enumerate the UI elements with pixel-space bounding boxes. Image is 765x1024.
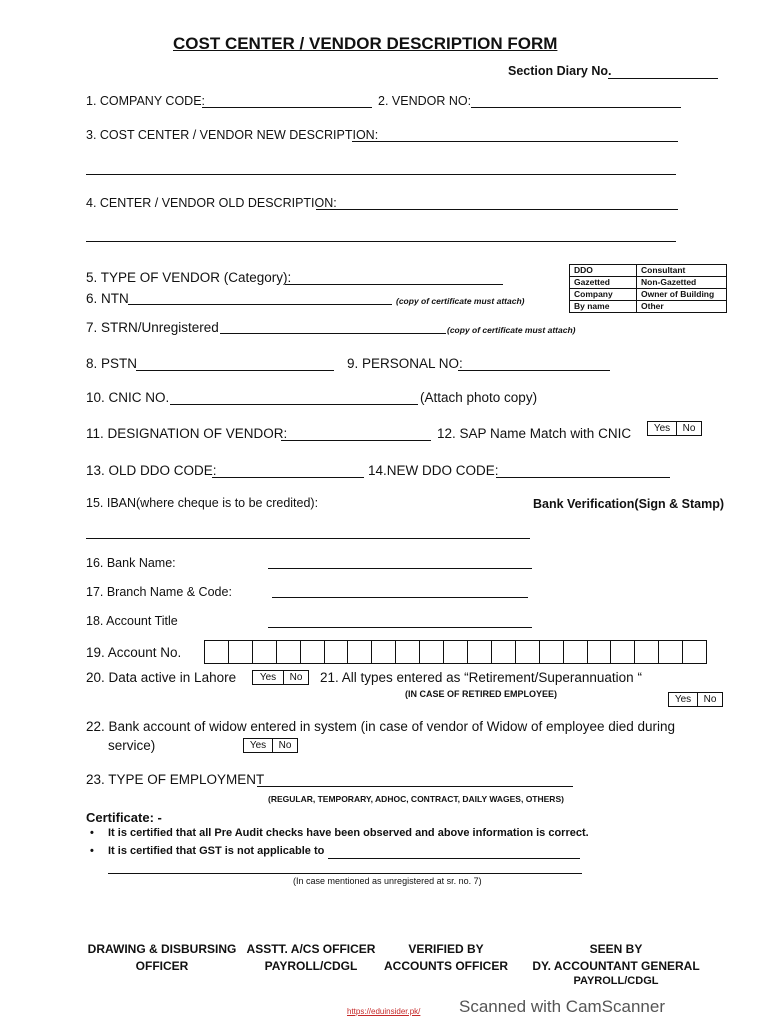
certificate-note: (In case mentioned as unregistered at sr. no. 7) — [293, 876, 482, 886]
personal-no-field[interactable] — [458, 370, 610, 371]
ntn-field[interactable] — [128, 304, 392, 305]
branch-field[interactable] — [272, 597, 528, 598]
cnic-label: 10. CNIC NO. — [86, 390, 170, 405]
old-description-line-2[interactable] — [86, 241, 676, 242]
section-diary-line[interactable] — [608, 78, 718, 79]
signature-title: OFFICER — [135, 959, 189, 973]
table-row — [570, 265, 727, 277]
gst-field[interactable] — [328, 858, 580, 859]
sap-match-label: 12. SAP Name Match with CNIC — [437, 426, 632, 441]
cnic-note: (Attach photo copy) — [420, 390, 538, 405]
digit-box[interactable] — [229, 641, 253, 663]
category-cell[interactable]: Other — [637, 301, 727, 313]
signature-title: DY. ACCOUNTANT GENERAL — [532, 959, 700, 973]
designation-label: 11. DESIGNATION OF VENDOR: — [86, 426, 288, 441]
digit-box[interactable] — [683, 641, 706, 663]
no-option[interactable]: No — [272, 739, 297, 752]
widow-account-label-cont: service) — [108, 738, 156, 753]
digit-box[interactable] — [659, 641, 683, 663]
iban-field[interactable] — [86, 538, 530, 539]
new-ddo-label: 14.NEW DDO CODE: — [368, 463, 499, 478]
category-cell[interactable]: Company — [570, 289, 637, 301]
no-option[interactable]: No — [283, 671, 308, 684]
no-option[interactable]: No — [676, 422, 701, 435]
account-no-label: 19. Account No. — [86, 645, 182, 660]
employment-type-note: (REGULAR, TEMPORARY, ADHOC, CONTRACT, DAILY WAGES, OTHERS) — [268, 794, 564, 804]
new-description-field[interactable] — [352, 141, 678, 142]
signature-accounts-officer — [384, 941, 508, 975]
category-cell[interactable]: By name — [570, 301, 637, 313]
certificate-line-1: It is certified that all Pre Audit checks have been observed and above information is correct. — [108, 827, 589, 839]
old-description-label: 4. CENTER / VENDOR OLD DESCRIPTION: — [86, 196, 337, 210]
account-title-field[interactable] — [268, 627, 532, 628]
company-code-label: 1. COMPANY CODE: — [86, 94, 206, 108]
new-description-label: 3. COST CENTER / VENDOR NEW DESCRIPTION: — [86, 128, 379, 142]
digit-box[interactable] — [468, 641, 492, 663]
category-table — [569, 264, 727, 313]
digit-box[interactable] — [253, 641, 277, 663]
signature-dy-ag — [528, 941, 704, 988]
digit-box[interactable] — [492, 641, 516, 663]
section-diary-label: Section Diary No. — [508, 64, 612, 78]
digit-box[interactable] — [516, 641, 540, 663]
retirement-yes-no — [668, 692, 723, 707]
account-no-boxes[interactable] — [204, 640, 707, 664]
bank-name-field[interactable] — [268, 568, 532, 569]
signature-ddo — [86, 941, 238, 975]
designation-field[interactable] — [281, 440, 431, 441]
category-cell[interactable]: Consultant — [637, 265, 727, 277]
vendor-no-field[interactable] — [471, 107, 681, 108]
old-description-field[interactable] — [316, 209, 678, 210]
signature-title: ASSTT. A/CS OFFICER — [246, 942, 376, 956]
camscanner-label: Scanned with CamScanner — [459, 997, 666, 1016]
signature-title: DRAWING & DISBURSING — [87, 942, 237, 956]
category-cell[interactable]: Gazetted — [570, 277, 637, 289]
personal-no-label: 9. PERSONAL NO: — [347, 356, 463, 371]
new-ddo-field[interactable] — [496, 477, 670, 478]
no-option[interactable]: No — [697, 693, 722, 706]
yes-option[interactable]: Yes — [653, 423, 671, 434]
digit-box[interactable] — [301, 641, 325, 663]
yes-option[interactable]: Yes — [674, 694, 692, 705]
page-title: COST CENTER / VENDOR DESCRIPTION FORM — [173, 34, 558, 53]
bank-verification-label: Bank Verification(Sign & Stamp) — [533, 497, 725, 511]
employment-type-label: 23. TYPE OF EMPLOYMENT — [86, 772, 265, 787]
vendor-type-field[interactable] — [285, 284, 503, 285]
digit-box[interactable] — [444, 641, 468, 663]
certificate-line-2: It is certified that GST is not applicable to — [108, 845, 325, 857]
digit-box[interactable] — [372, 641, 396, 663]
digit-box[interactable] — [564, 641, 588, 663]
bullet-icon: • — [90, 845, 94, 857]
ntn-note: (copy of certificate must attach) — [396, 296, 525, 306]
iban-label: 15. IBAN(where cheque is to be credited): — [86, 496, 319, 510]
old-ddo-label: 13. OLD DDO CODE: — [86, 463, 217, 478]
digit-box[interactable] — [611, 641, 635, 663]
digit-box[interactable] — [540, 641, 564, 663]
table-row — [570, 277, 727, 289]
old-ddo-field[interactable] — [212, 477, 364, 478]
ntn-label: 6. NTN — [86, 291, 129, 306]
strn-label: 7. STRN/Unregistered — [86, 320, 219, 335]
digit-box[interactable] — [635, 641, 659, 663]
employment-type-field[interactable] — [257, 786, 573, 787]
gst-field-line-2[interactable] — [108, 873, 582, 874]
pstn-label: 8. PSTN — [86, 356, 138, 371]
digit-box[interactable] — [205, 641, 229, 663]
data-active-yes-no — [252, 670, 309, 685]
company-code-field[interactable] — [202, 107, 372, 108]
new-description-line-2[interactable] — [86, 174, 676, 175]
signature-title: PAYROLL/CDGL — [264, 959, 358, 973]
branch-label: 17. Branch Name & Code: — [86, 585, 232, 599]
signature-title: VERIFIED BY — [408, 942, 484, 956]
digit-box[interactable] — [325, 641, 349, 663]
widow-account-yes-no — [243, 738, 298, 753]
signature-asstt-officer — [246, 941, 376, 975]
bullet-icon: • — [90, 827, 94, 839]
bank-name-label: 16. Bank Name: — [86, 556, 176, 570]
data-active-label: 20. Data active in Lahore — [86, 670, 237, 685]
vendor-type-label: 5. TYPE OF VENDOR (Category): — [86, 270, 292, 285]
certificate-heading: Certificate: - — [86, 810, 162, 825]
signature-title: PAYROLL/CDGL — [573, 975, 659, 987]
digit-box[interactable] — [396, 641, 420, 663]
digit-box[interactable] — [348, 641, 372, 663]
account-title-label: 18. Account Title — [86, 614, 178, 628]
vendor-no-label: 2. VENDOR NO: — [378, 94, 472, 108]
digit-box[interactable] — [588, 641, 612, 663]
digit-box[interactable] — [420, 641, 444, 663]
cnic-field[interactable] — [170, 404, 418, 405]
signature-title: ACCOUNTS OFFICER — [384, 959, 508, 973]
strn-note: (copy of certificate must attach) — [447, 325, 576, 335]
yes-option[interactable]: Yes — [249, 740, 267, 751]
digit-box[interactable] — [277, 641, 301, 663]
strn-field[interactable] — [220, 333, 446, 334]
retirement-note: (IN CASE OF RETIRED EMPLOYEE) — [405, 689, 558, 699]
category-cell[interactable]: Owner of Building — [637, 289, 727, 301]
category-cell[interactable]: DDO — [570, 265, 637, 277]
table-row — [570, 289, 727, 301]
retirement-label: 21. All types entered as “Retirement/Superannuation “ — [320, 670, 642, 685]
table-row — [570, 301, 727, 313]
watermark-link[interactable]: https://eduinsider.pk/ — [347, 1007, 421, 1016]
category-cell[interactable]: Non-Gazetted — [637, 277, 727, 289]
pstn-field[interactable] — [136, 370, 334, 371]
sap-match-yes-no — [647, 421, 702, 436]
yes-option[interactable]: Yes — [259, 672, 277, 683]
signature-title: SEEN BY — [589, 942, 643, 956]
widow-account-label: 22. Bank account of widow entered in system (in case of vendor of Widow of employee died during — [86, 719, 676, 734]
